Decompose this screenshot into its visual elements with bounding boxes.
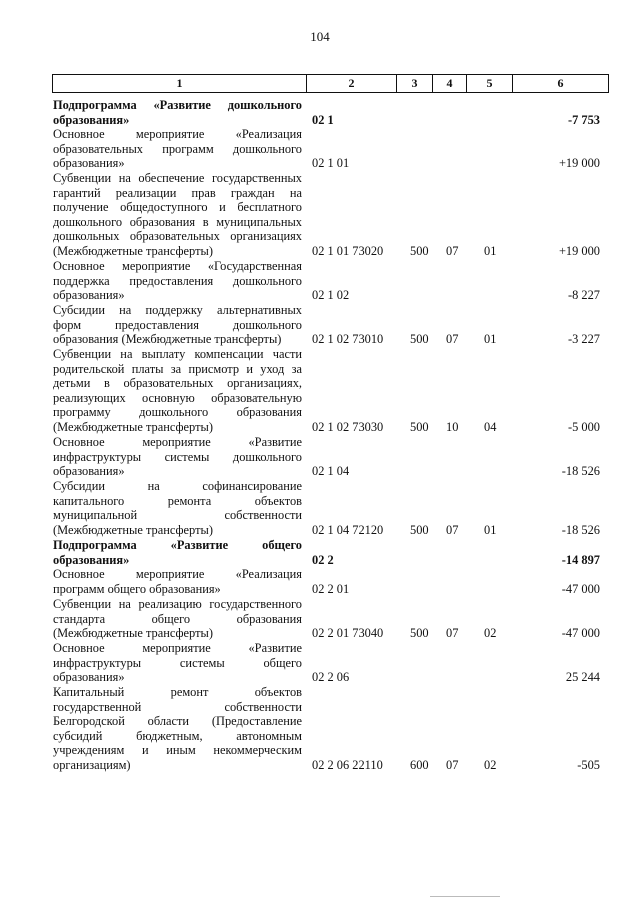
description-line: Белгородской области (Предоставление <box>53 714 302 729</box>
row-description <box>53 259 302 303</box>
row-description <box>53 479 302 537</box>
budget-code-cell: 02 1 04 <box>312 464 350 479</box>
row-description <box>53 171 302 259</box>
description-line: образования» <box>53 288 125 303</box>
header-col-1: 1 <box>53 75 307 93</box>
expense-type-cell: 500 <box>410 626 429 641</box>
subsection-cell: 02 <box>484 626 497 641</box>
header-col-6: 6 <box>513 75 609 93</box>
description-line: Основное мероприятие «Реализация <box>53 567 302 581</box>
description-line: Капитальный ремонт объектов <box>53 685 302 699</box>
header-col-3: 3 <box>397 75 433 93</box>
row-description <box>53 98 302 127</box>
description-line: (Межбюджетные трансферты) <box>53 626 213 641</box>
amount-cell: +19 000 <box>558 156 600 171</box>
description-line: дошкольного образования в муниципальных <box>53 214 302 229</box>
description-line: детьми в образовательных организациях, <box>53 376 302 391</box>
header-col-4: 4 <box>433 75 467 93</box>
description-line: образования» <box>53 156 125 171</box>
budget-code-cell: 02 1 <box>312 112 334 127</box>
budget-code-cell: 02 2 01 73040 <box>312 626 384 641</box>
description-line: Основное мероприятие «Реализация <box>53 127 302 141</box>
row-description <box>53 597 302 641</box>
subsection-cell: 04 <box>484 420 497 434</box>
amount-cell: 25 244 <box>565 670 600 685</box>
amount-cell: -3 227 <box>567 332 600 347</box>
section-cell: 07 <box>446 332 459 347</box>
description-line: образования» <box>53 552 130 567</box>
description-line: родительской платы за присмотр и уход за <box>53 361 302 376</box>
description-line: (Межбюджетные трансферты) <box>53 243 213 258</box>
description-line: дошкольных образовательных организациях <box>53 229 302 244</box>
amount-cell: -5 000 <box>567 420 600 434</box>
description-line: инфраструктуры системы общего <box>53 655 302 670</box>
description-line: реализующих основную образовательную <box>53 390 302 405</box>
amount-cell: -47 000 <box>561 581 600 596</box>
description-line: Основное мероприятие «Государственная <box>53 259 302 273</box>
description-line: получение общедоступного и бесплатного <box>53 200 302 215</box>
expense-type-cell: 500 <box>410 522 429 537</box>
section-cell: 07 <box>446 522 459 537</box>
row-description <box>53 347 302 435</box>
description-line: образовательных программ дошкольного <box>53 141 302 156</box>
description-line: гарантий реализации прав граждан на <box>53 185 302 200</box>
header-col-2: 2 <box>307 75 397 93</box>
expense-type-cell: 600 <box>410 758 429 772</box>
budget-code-cell: 02 2 <box>312 552 334 567</box>
subsection-cell: 01 <box>484 522 497 537</box>
description-line: образования (Межбюджетные трансферты) <box>53 332 282 347</box>
description-line: образования» <box>53 112 130 127</box>
description-line: Основное мероприятие «Развитие <box>53 435 302 449</box>
description-line: образования» <box>53 464 125 479</box>
row-description <box>53 303 302 347</box>
row-description <box>53 641 302 685</box>
amount-cell: +19 000 <box>558 244 600 258</box>
page-number: 104 <box>310 29 330 44</box>
description-line: образования» <box>53 670 125 685</box>
budget-code-cell: 02 2 01 <box>312 581 350 596</box>
table-header <box>52 74 609 93</box>
expense-type-cell: 500 <box>410 244 429 258</box>
description-line: Подпрограмма «Развитие общего <box>53 538 302 552</box>
description-line: организациям) <box>53 757 131 772</box>
budget-code-cell: 02 1 01 <box>312 156 350 171</box>
description-line: Подпрограмма «Развитие дошкольного <box>53 98 302 112</box>
amount-cell: -47 000 <box>561 626 600 641</box>
description-line: Субсидии на поддержку альтернативных <box>53 303 302 317</box>
budget-code-cell: 02 1 01 73020 <box>312 244 384 258</box>
description-line: форм предоставления дошкольного <box>53 317 302 332</box>
budget-code-cell: 02 1 02 73010 <box>312 332 384 347</box>
subsection-cell: 02 <box>484 758 497 772</box>
row-description <box>53 538 302 567</box>
budget-code-cell: 02 2 06 <box>312 670 350 685</box>
row-description <box>53 127 302 171</box>
amount-cell: -505 <box>577 758 600 772</box>
budget-code-cell: 02 1 04 72120 <box>312 522 384 537</box>
budget-code-cell: 02 2 06 22110 <box>312 758 383 772</box>
description-line: программ общего образования» <box>53 581 221 596</box>
description-line: Субсидии на софинансирование <box>53 479 302 493</box>
header-col-5: 5 <box>467 75 513 93</box>
amount-cell: -18 526 <box>561 522 600 537</box>
section-cell: 07 <box>446 758 459 772</box>
amount-cell: -18 526 <box>561 464 600 479</box>
description-line: программу дошкольного образования <box>53 405 302 420</box>
scan-artifact <box>430 896 500 897</box>
subsection-cell: 01 <box>484 332 497 347</box>
description-line: инфраструктуры системы дошкольного <box>53 449 302 464</box>
description-line: Субвенции на выплату компенсации части <box>53 347 302 361</box>
row-description <box>53 685 302 773</box>
section-cell: 07 <box>446 244 459 258</box>
section-cell: 07 <box>446 626 459 641</box>
section-cell: 10 <box>446 420 459 434</box>
description-line: субсидий бюджетным, автономным <box>53 728 302 743</box>
description-line: учреждениям и иным некоммерческим <box>53 743 302 758</box>
description-line: поддержка предоставления дошкольного <box>53 273 302 288</box>
subsection-cell: 01 <box>484 244 497 258</box>
amount-cell: -7 753 <box>567 112 600 127</box>
description-line: стандарта общего образования <box>53 611 302 626</box>
description-line: Субвенции на обеспечение государственных <box>53 171 302 185</box>
description-line: Основное мероприятие «Развитие <box>53 641 302 655</box>
row-description <box>53 567 302 596</box>
expense-type-cell: 500 <box>410 332 429 347</box>
description-line: государственной собственности <box>53 699 302 714</box>
amount-cell: -8 227 <box>567 288 600 303</box>
budget-code-cell: 02 1 02 <box>312 288 350 303</box>
description-line: (Межбюджетные трансферты) <box>53 419 213 434</box>
expense-type-cell: 500 <box>410 420 429 434</box>
description-line: Субвенции на реализацию государственного <box>53 597 302 611</box>
description-line: (Межбюджетные трансферты) <box>53 522 213 537</box>
description-line: капитального ремонта объектов <box>53 493 302 508</box>
amount-cell: -14 897 <box>561 552 600 567</box>
budget-code-cell: 02 1 02 73030 <box>312 420 384 434</box>
row-description <box>53 435 302 479</box>
description-line: муниципальной собственности <box>53 508 302 523</box>
